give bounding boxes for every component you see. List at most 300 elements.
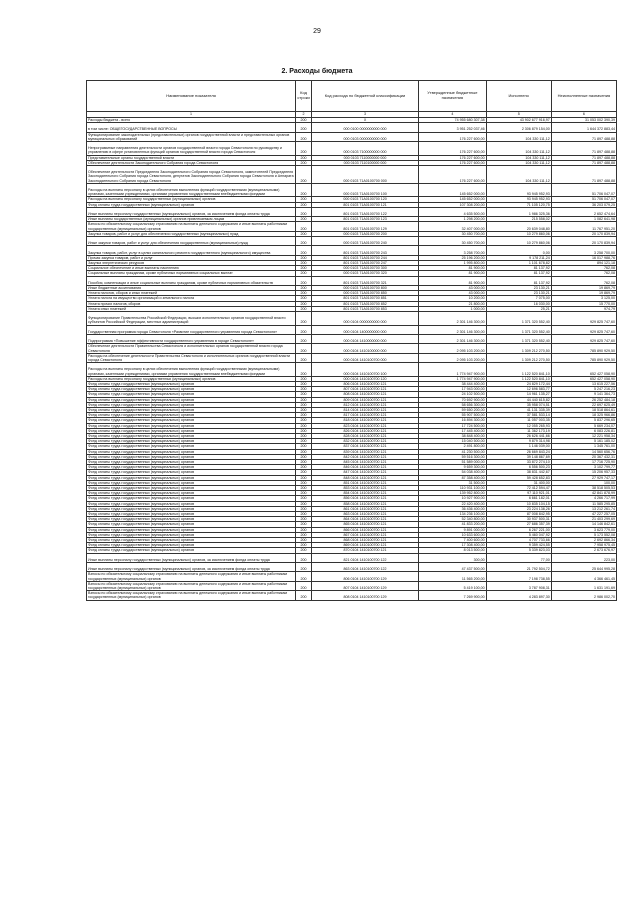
row-unexecuted: 36 203 079,25 [551,202,616,207]
table-row [87,183,617,197]
row-budget-code: 000 0104 1400000000 000 [312,325,419,334]
table-row [87,517,617,522]
row-name: Уплата прочих налогов, сборов [87,301,296,306]
row-executed: 77,00 [486,553,551,562]
row-line-code: 200 [296,460,312,465]
table-row [87,475,617,480]
row-line-code: 200 [296,217,312,222]
table-row [87,444,617,449]
row-line-code: 200 [296,434,312,439]
row-executed: 5 460 047,92 [486,532,551,537]
table-row [87,142,617,156]
row-name: Фонд оплаты труда государственных (муниципальных) органов [87,418,296,423]
row-unexecuted: 38 518 505,53 [551,486,616,491]
row-budget-code: 864 0104 1410100700 121 [312,517,419,522]
row-line-code: 200 [296,271,312,276]
row-line-code: 200 [296,527,312,532]
row-unexecuted: 1 631 191,69 [551,581,616,590]
row-name: Функционирование законодательных (представительных) органов государственной власти и представительных органов муниципальных образований [87,132,296,141]
row-executed: 7 198 738,55 [486,572,551,581]
row-unexecuted: 51 706 047,07 [551,197,616,202]
row-line-code: 200 [296,325,312,334]
row-executed: 1 371 320 552,40 [486,334,551,343]
row-approved: 47 437 500,00 [419,563,487,572]
row-budget-code: 000 0104 1410100000 000 [312,344,419,353]
table-row [87,581,617,590]
row-name: Расходы на обеспечение деятельности Правительства Севастополя и исполнительных органов государственной власти города Севастополя [87,353,296,362]
row-budget-code: 812 0104 1410100700 121 [312,402,419,407]
row-line-code: 200 [296,132,312,141]
table-row [87,392,617,397]
row-unexecuted: 652 427 058,90 [551,376,616,381]
table-row [87,413,617,418]
row-line-code: 200 [296,353,312,362]
row-line-code: 200 [296,255,312,260]
row-unexecuted: 7 958 975,45 [551,543,616,548]
row-name: Социальные выплаты гражданам, кроме публичных нормативных социальных выплат [87,271,296,276]
row-executed: 71 105 120,75 [486,202,551,207]
row-budget-code: 866 0104 1410100700 121 [312,527,419,532]
row-unexecuted: 20 170 839,94 [551,231,616,236]
table-row [87,563,617,572]
row-approved: 176 227 600,00 [419,166,487,184]
row-approved: 300,00 [419,553,487,562]
table-row [87,465,617,470]
row-name: Фонд оплаты труда государственных (муниципальных) органов [87,413,296,418]
row-approved: 1 774 947 900,00 [419,376,487,381]
row-line-code: 200 [296,439,312,444]
row-name: Уплата иных платежей [87,306,296,311]
row-unexecuted: 929 825 747,60 [551,312,616,326]
row-unexecuted: 11 585 295,85 [551,501,616,506]
row-budget-code: 869 0104 1410100700 121 [312,543,419,548]
row-executed: 59 428 652,83 [486,475,551,480]
row-budget-code: 801 0103 71А0100700 851 [312,296,419,301]
row-budget-code: 828 0104 1410100700 121 [312,434,419,439]
row-name: Обеспечение деятельности Правительства Севастополя и исполнительных органов государственной власти города Севастополя [87,344,296,353]
row-budget-code: 808 0104 1410100700 129 [312,591,419,600]
row-unexecuted: 19 869,79 [551,291,616,296]
row-budget-code: 801 0103 71А0100700 122 [312,207,419,216]
table-row [87,428,617,433]
row-budget-code: 801 0103 71А0100700 247 [312,260,419,265]
table-row [87,501,617,506]
row-approved: 32 407 000,00 [419,222,487,231]
row-unexecuted: 5 161 185,02 [551,439,616,444]
row-executed: 39 148 867,69 [486,454,551,459]
table-row [87,512,617,517]
row-name: Представительные органы государственной власти [87,155,296,160]
row-approved: 17 445 400,00 [419,428,487,433]
row-budget-code: 821 0104 1410100700 122 [312,553,419,562]
table-row [87,197,617,202]
row-name: Функционирование Правительства Российской Федерации, высших исполнительных органов государственной власти субъектов Российской Федерации, местных администраций [87,312,296,326]
row-approved: 1 298 200,00 [419,217,487,222]
row-unexecuted: 762,08 [551,271,616,276]
row-executed: 9 359 424,55 [486,543,551,548]
row-unexecuted: 19 869,79 [551,285,616,290]
row-budget-code: 818 0104 1410100700 121 [312,418,419,423]
row-executed: 12 696 583,77 [486,387,551,392]
row-approved: 10 927 900,00 [419,496,487,501]
row-approved: 43 000,00 [419,291,487,296]
row-line-code: 200 [296,517,312,522]
row-unexecuted: 13 615 227,56 [551,381,616,386]
row-name: Фонд оплаты труда государственных (муниципальных) органов [87,449,296,454]
row-executed: 21 792 504,72 [486,563,551,572]
row-approved: 110 931 100,00 [419,486,487,491]
table-row [87,123,617,132]
row-unexecuted: 762,08 [551,276,616,285]
row-approved: 70 692 900,00 [419,397,487,402]
table-row [87,548,617,553]
header-budget-code: Код расхода по бюджетной классификации [312,81,419,112]
row-approved: 81 900,00 [419,266,487,271]
table-row [87,202,617,207]
row-name: Фонд оплаты труда государственных (муниципальных) органов [87,402,296,407]
row-unexecuted: 12 221 958,34 [551,434,616,439]
row-executed: 9 879 314,98 [486,439,551,444]
header-line-code: Код строки [296,81,312,112]
header-approved: Утвержденные бюджетные назначения [419,81,487,112]
row-approved: 38 848 400,00 [419,434,487,439]
row-line-code: 200 [296,266,312,271]
row-executed: 1 309 212 270,50 [486,353,551,362]
row-name: Фонд оплаты труда государственных (муниципальных) органов [87,454,296,459]
row-unexecuted: 14 146 842,61 [551,522,616,527]
row-line-code: 200 [296,553,312,562]
row-line-code: 200 [296,118,312,123]
row-approved: 2 301 146 300,00 [419,312,487,326]
row-budget-code: 854 0104 1410100700 121 [312,491,419,496]
table-row [87,408,617,413]
row-name: Фонд оплаты труда государственных (муниципальных) органов [87,496,296,501]
row-unexecuted: 5 837 296,65 [551,418,616,423]
row-line-code: 200 [296,160,312,165]
row-approved: 16 894 300,00 [419,418,487,423]
table-row [87,460,617,465]
row-name: Фонд оплаты труда государственных (муниципальных) органов [87,460,296,465]
row-line-code: 200 [296,413,312,418]
row-unexecuted: 1 644 372 883,44 [551,123,616,132]
row-approved: 15 040 500,00 [419,439,487,444]
row-name: Фонд оплаты труда государственных (муниципальных) органов [87,486,296,491]
row-line-code: 200 [296,142,312,156]
row-unexecuted: 14 560 656,76 [551,449,616,454]
table-row [87,132,617,141]
table-row [87,480,617,485]
row-executed: 44 440 615,82 [486,397,551,402]
row-name: Обеспечение деятельности Председателя Законодательного Собрания города Севастополя, заместителей Председателя Законодательного Собрания города Севастополя, депутатов Законодательного Собрания города Севастополя и Аппарата Законодательного Собрания города Севастополя [87,166,296,184]
column-number: 1 [87,112,296,118]
row-unexecuted: 51 706 047,07 [551,183,616,197]
row-executed: 12 055 265,93 [486,423,551,428]
expenditure-table [86,80,617,601]
table-row [87,246,617,255]
table-header-row [87,81,617,112]
row-executed: 81 137,92 [486,276,551,285]
row-name: Фонд оплаты труда государственных (муниципальных) органов [87,517,296,522]
row-line-code: 200 [296,465,312,470]
row-approved: 87 358 400,00 [419,475,487,480]
row-executed: 6 267 221,00 [486,527,551,532]
table-row [87,271,617,276]
row-approved: 107 308 200,00 [419,202,487,207]
row-budget-code: 801 0103 71А0100700 243 [312,246,419,255]
table-row [87,470,617,475]
row-line-code: 200 [296,207,312,216]
row-name: Расходы на выплаты персоналу в целях обеспечения выполнения функций государственными (муниципальными) органами, казенными учреждениями, органами управления государственными внебюджетными фондами [87,183,296,197]
row-unexecuted: 11 767 951,20 [551,222,616,231]
row-executed: 23 130,21 [486,291,551,296]
row-unexecuted: 929 825 747,60 [551,334,616,343]
row-approved: 30 450 700,00 [419,237,487,246]
row-budget-code: 000 0103 7110100000 000 [312,160,419,165]
row-unexecuted: 5 173 552,08 [551,532,616,537]
row-approved: 2 301 146 300,00 [419,334,487,343]
row-budget-code: 000 0103 71А0100700 800 [312,285,419,290]
row-name: Фонд оплаты труда государственных (муниципальных) органов [87,392,296,397]
row-line-code: 200 [296,522,312,527]
row-unexecuted: 3 102 799,77 [551,465,616,470]
row-budget-code: 863 0104 1410100700 122 [312,563,419,572]
row-approved: 51 589 000,00 [419,460,487,465]
row-name: Закупка товаров, работ и услуг для обеспечения государственных (муниципальных) нужд [87,231,296,236]
row-approved: 9 659 300,00 [419,465,487,470]
row-executed: 23 224 138,26 [486,506,551,511]
row-line-code: 200 [296,512,312,517]
row-executed: 27 686 357,39 [486,522,551,527]
row-executed: 7 075,00 [486,296,551,301]
table-row [87,543,617,548]
row-executed: 81 137,92 [486,271,551,276]
row-name: Фонд оплаты труда государственных (муниципальных) органов [87,506,296,511]
row-approved: 21 800,00 [419,301,487,306]
row-line-code: 200 [296,387,312,392]
row-name: Иные закупки товаров, работ и услуг для обеспечения государственных (муниципальных) нужд [87,237,296,246]
row-approved: 176 227 600,00 [419,155,487,160]
row-budget-code: 839 0104 1410100700 121 [312,449,419,454]
table-row [87,231,617,236]
row-line-code: 200 [296,363,312,377]
row-unexecuted: 47 227 257,05 [551,512,616,517]
row-name: Фонд оплаты труда государственных (муниципальных) органов [87,512,296,517]
row-name: Фонд оплаты труда государственных (муниципальных) органов [87,397,296,402]
row-unexecuted: 785 890 929,50 [551,344,616,353]
row-budget-code: 801 0103 71А0100700 129 [312,222,419,231]
row-executed: 104 330 111,12 [486,132,551,141]
table-row [87,538,617,543]
row-budget-code: 868 0104 1410100700 121 [312,538,419,543]
row-line-code: 200 [296,449,312,454]
row-name: Иные выплаты персоналу государственных (муниципальных) органов, за исключением фонда оплаты труда [87,563,296,572]
row-approved: 5 419 100,00 [419,581,487,590]
row-unexecuted: 13 212 261,74 [551,506,616,511]
table-row [87,381,617,386]
row-executed: 20 639 048,80 [486,222,551,231]
row-approved: 41 833 200,00 [419,522,487,527]
table-row [87,522,617,527]
row-approved: 55 907 500,00 [419,413,487,418]
row-unexecuted: 16 017 988,76 [551,255,616,260]
row-executed: 87 008 842,95 [486,512,551,517]
table-row [87,276,617,285]
row-executed: 37 581 533,14 [486,413,551,418]
header-indicator-name: Наименование показателя [87,81,296,112]
table-row [87,155,617,160]
row-approved: 17 724 500,00 [419,423,487,428]
row-unexecuted: 2 652 474,64 [551,207,616,216]
row-name: Фонд оплаты труда государственных (муниципальных) органов [87,444,296,449]
table-row [87,312,617,326]
row-executed: 104 330 111,12 [486,166,551,184]
row-budget-code: 000 0103 71А0100700 850 [312,291,419,296]
row-approved: 145 652 000,00 [419,197,487,202]
header-executed: Исполнено [486,81,551,112]
row-unexecuted: 1 345 761,00 [551,444,616,449]
table-row [87,506,617,511]
row-approved: 38 444 400,00 [419,381,487,386]
row-approved: 4 635 500,00 [419,207,487,216]
row-executed: 14 961 135,27 [486,392,551,397]
table-row [87,296,617,301]
row-executed: 81 137,92 [486,266,551,271]
row-line-code: 200 [296,285,312,290]
table-row [87,222,617,231]
row-line-code: 200 [296,402,312,407]
table-row [87,353,617,362]
row-approved: 41 230 500,00 [419,449,487,454]
row-approved: 17 308 400,00 [419,543,487,548]
row-name: Расходы на выплаты персоналу в целях обеспечения выполнения функций государственными (муниципальными) органами, казенными учреждениями, органами управления государственными внебюджетными фондами [87,363,296,377]
row-budget-code: 865 0104 1410100700 121 [312,522,419,527]
row-line-code: 200 [296,197,312,202]
row-unexecuted: 929 825 747,60 [551,325,616,334]
row-budget-code: 808 0104 1410100700 121 [312,392,419,397]
row-budget-code: 856 0104 1410100700 121 [312,496,419,501]
row-unexecuted: 4 266 717,99 [551,496,616,501]
row-budget-code: 847 0104 1410100700 121 [312,470,419,475]
row-approved: 2 095 103 200,00 [419,344,487,353]
row-line-code: 200 [296,312,312,326]
table-row [87,344,617,353]
row-line-code: 200 [296,306,312,311]
row-executed: 2 306 879 154,00 [486,123,551,132]
row-executed: 1 371 320 552,40 [486,312,551,326]
row-line-code: 200 [296,392,312,397]
row-name: Обеспечение деятельности Законодательного Собрания города Севастополя [87,160,296,165]
row-executed: 104 330 111,12 [486,155,551,160]
row-approved: 145 652 000,00 [419,183,487,197]
row-budget-code: 842 0104 1410100700 121 [312,454,419,459]
row-name: Фонд оплаты труда государственных (муниципальных) органов [87,465,296,470]
table-row [87,553,617,562]
row-line-code: 200 [296,423,312,428]
row-line-code: 200 [296,496,312,501]
row-name: Фонд оплаты труда государственных (муниципальных) органов [87,548,296,553]
row-approved: 31 500,00 [419,480,487,485]
row-budget-code: 000 0104 1410100700 000 [312,353,419,362]
row-approved: 74 955 680 307,38 [419,118,487,123]
table-row [87,572,617,581]
row-budget-code: X [312,118,419,123]
row-budget-code: 809 0104 1410100700 121 [312,397,419,402]
row-budget-code: 817 0104 1410100700 121 [312,413,419,418]
row-executed: 10 279 860,06 [486,231,551,236]
row-name: Иные выплаты персоналу государственных (муниципальных) органов, за исключением фонда оплаты труда [87,207,296,216]
row-unexecuted: 223,00 [551,553,616,562]
table-row [87,454,617,459]
row-name: Уплата налогов, сборов и иных платежей [87,291,296,296]
row-unexecuted: 26 252 484,18 [551,397,616,402]
row-approved: 25 196 200,00 [419,255,487,260]
row-name: в том числе: ОБЩЕГОСУДАРСТВЕННЫЕ ВОПРОСЫ [87,123,296,132]
row-line-code: 200 [296,428,312,433]
row-budget-code: 848 0104 1410100700 121 [312,475,419,480]
row-budget-code: 846 0104 1410100700 121 [312,465,419,470]
row-budget-code: 814 0104 1410100700 121 [312,408,419,413]
row-budget-code: 000 0104 0000000000 000 [312,312,419,326]
row-approved: 11 565 200,00 [419,572,487,581]
row-name: Расходы на выплаты персоналу государственных (муниципальных) органов [87,197,296,202]
row-executed: 72 412 594,47 [486,486,551,491]
row-unexecuted: 974,79 [551,306,616,311]
row-unexecuted: 25 644 995,28 [551,563,616,572]
row-executed: 5 339 823,03 [486,548,551,553]
row-budget-code: 858 0104 1410100700 121 [312,501,419,506]
row-approved: 58 656 300,00 [419,402,487,407]
row-line-code: 200 [296,237,312,246]
row-name: Фонд оплаты труда государственных (муниципальных) органов [87,423,296,428]
row-line-code: 200 [296,381,312,386]
row-unexecuted: 20 367 432,31 [551,454,616,459]
row-approved: 139 952 800,00 [419,491,487,496]
row-budget-code: 000 0104 1410000000 000 [312,334,419,343]
row-unexecuted: 20 170 839,94 [551,237,616,246]
row-approved: 43 000,00 [419,285,487,290]
row-approved: 1 000,00 [419,306,487,311]
row-name: Фонд оплаты труда государственных (муниципальных) органов [87,439,296,444]
row-executed: 4 283 897,30 [486,591,551,600]
row-line-code: 200 [296,276,312,285]
row-approved: 10 200,00 [419,296,487,301]
row-unexecuted: 71 897 488,88 [551,166,616,184]
row-unexecuted: 2 673 676,97 [551,548,616,553]
row-unexecuted: 71 897 488,88 [551,142,616,156]
row-name: Фонд оплаты труда государственных (муниципальных) органов [87,501,296,506]
row-approved: 10 633 600,00 [419,532,487,537]
row-approved: 3 951 252 037,46 [419,123,487,132]
row-budget-code: 806 0104 1410100700 121 [312,381,419,386]
row-name: Иные выплаты государственных (муниципальных) органов привлекаемым лицам [87,217,296,222]
row-executed: 9 178 211,24 [486,255,551,260]
row-executed: 1 122 520 841,10 [486,376,551,381]
row-approved: 176 227 600,00 [419,132,487,141]
row-approved: 59 650 200,00 [419,408,487,413]
row-line-code: 200 [296,291,312,296]
table-row [87,397,617,402]
table-body [87,118,617,601]
table-row [87,591,617,600]
row-approved: 9 891 000,00 [419,527,487,532]
row-unexecuted: 652 427 058,90 [551,363,616,377]
row-name: Фонд оплаты труда государственных (муниципальных) органов [87,428,296,433]
row-budget-code: 000 0100 0000000000 000 [312,123,419,132]
row-executed: 104 330 111,12 [486,142,551,156]
row-executed: 10 279 860,06 [486,237,551,246]
table-row [87,491,617,496]
row-executed: 41 131 335,39 [486,408,551,413]
